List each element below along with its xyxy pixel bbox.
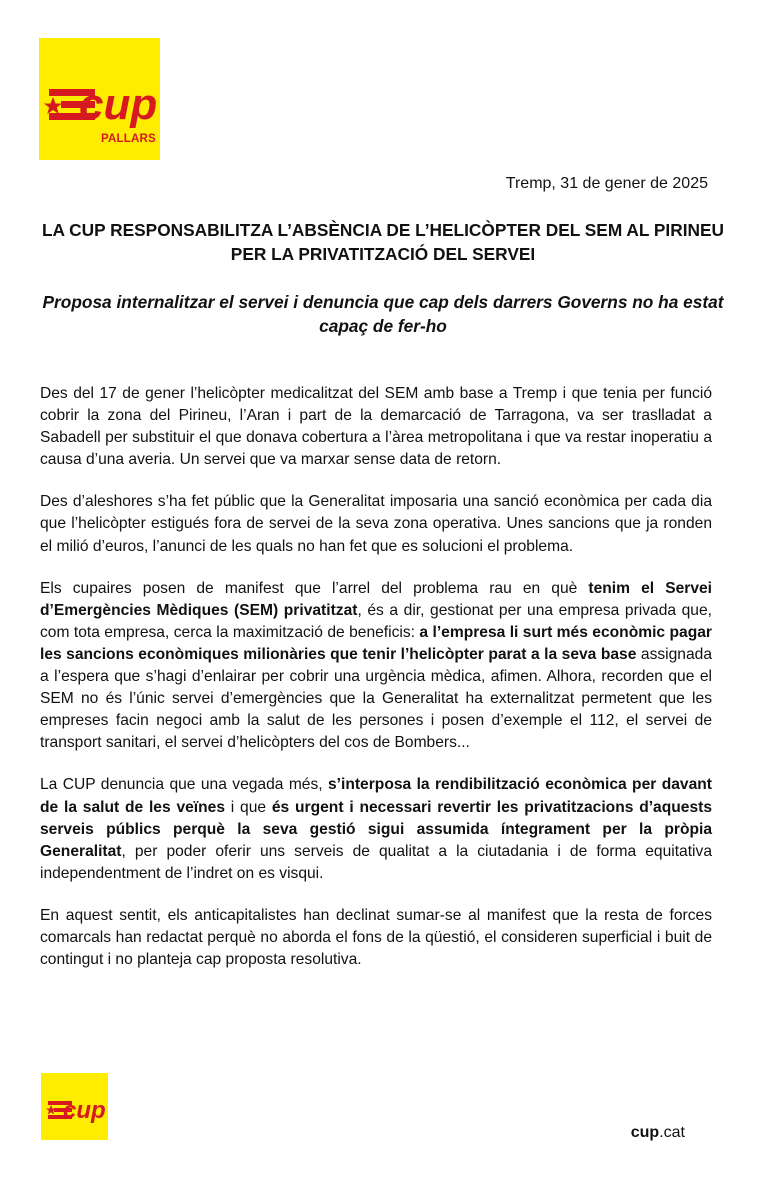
paragraph-3 (40, 578, 712, 755)
paragraph-5: En aquest sentit, els anticapitalistes han declinat sumar-se al manifest que la resta de forces comarcals han redactat perquè no aborda el fons de la qüestió, el consideren superficial i buit de contingut i no planteja cap proposta resolutiva. (40, 906, 712, 969)
paragraph-3-text: assignada a l’espera que s’hagi d’enlairar per cobrir una urgència mèdica, afimen. Alhora, recorden que el SEM no és l’únic servei d’emergències que la Generalitat ha externalitzat permetent que les empreses facin negoci amb la salut de les persones i posen d’exemple el 112, el servei de transport sanitari, el servei d’helicòpters del cos de Bombers... (40, 645, 712, 752)
cup-logo-small-graphic (41, 1073, 108, 1140)
footer-site-bold: cup (630, 1124, 660, 1141)
headline: LA CUP RESPONSABILITZA L’ABSÈNCIA DE L’HELICÒPTER DEL SEM AL PIRINEU PER LA PRIVATITZACIÓ DEL SERVEI (41, 220, 725, 264)
paragraph-4-bold: s’interposa la rendibilització econòmica per davant de la salut de les veïnes (40, 776, 712, 816)
logo-subtitle: PALLARS (101, 133, 156, 145)
paragraph-4-text: La CUP denuncia que una vegada més, (40, 776, 328, 794)
footer-site-rest: .cat (659, 1124, 685, 1141)
footer-website[interactable] (631, 1124, 685, 1142)
paragraph-4-text: i que (225, 798, 272, 816)
paragraph-3-text: , és a dir, gestionat per una empresa privada que, com tota empresa, cerca la maximització de beneficis: (40, 601, 712, 641)
logo-small-wordmark: cup (63, 1097, 106, 1124)
paragraph-3-bold: tenim el Servei d’Emergències Mèdiques (SEM) privatitzat (40, 579, 713, 619)
subheadline: Proposa internalitzar el servei i denuncia que cap dels darrers Governs no ha estat capaç de fer-ho (42, 292, 724, 336)
document-date: Tremp, 31 de gener de 2025 (505, 175, 708, 192)
logo-wordmark: cup (79, 80, 158, 129)
paragraph-4-text: , per poder oferir uns serveis de qualitat a la ciutadania i de forma equitativa independentment de l’indret on es visqui. (40, 842, 712, 882)
paragraph-3-bold: a l’empresa li surt més econòmic pagar les sancions econòmiques milionàries que tenir l’helicòpter parat a la seva base (40, 623, 712, 663)
cup-logo-small (41, 1073, 108, 1140)
article-body (40, 383, 712, 991)
cup-pallars-logo (39, 38, 160, 160)
paragraph-3-text: Els cupaires posen de manifest que l’arrel del problema rau en què (40, 579, 589, 597)
paragraph-4 (40, 774, 712, 884)
paragraph-4-bold: és urgent i necessari revertir les privatitzacions d’aquests serveis públics perquè la seva gestió sigui assumida íntegrament per la pròpia Generalitat (40, 798, 712, 860)
paragraph-2: Des d’aleshores s’ha fet públic que la Generalitat imposaria una sanció econòmica per cada dia que l’helicòpter estigués fora de servei de la seva zona operativa. Unes sancions que ja ronden el milió d’euros, l’anunci de les quals no han fet que es solucioni el problema. (40, 493, 712, 555)
paragraph-1: Des del 17 de gener l’helicòpter medicalitzat del SEM amb base a Tremp i que tenia per funció cobrir la zona del Pirineu, l’Aran i part de la demarcació de Tarragona, va ser traslladat a Sabadell per substituir el que donava cobertura a l’àrea metropolitana i que va restar inoperatiu a causa d’una averia. Un servei que va marxar sense data de retorn. (40, 385, 712, 469)
